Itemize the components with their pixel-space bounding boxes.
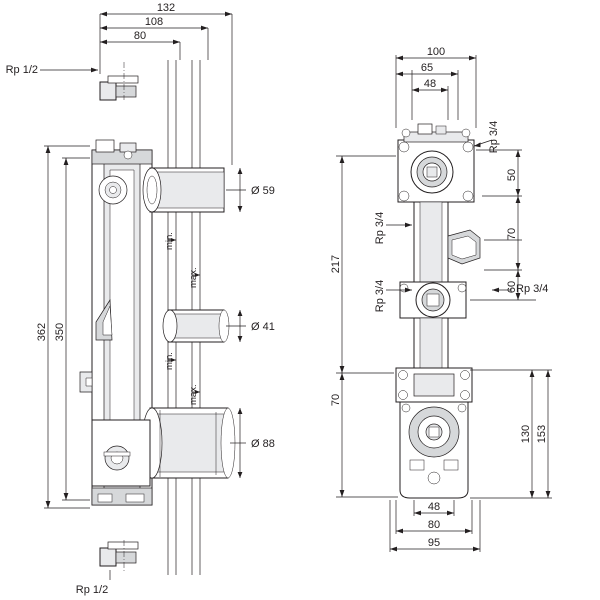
dim-350: 350 [54, 322, 66, 342]
dim-48: 48 [423, 78, 437, 90]
label-rp34-right-1: Rp 3/4 [488, 120, 500, 154]
dim-d41: Ø 41 [251, 321, 275, 333]
second-valve [400, 282, 466, 318]
dim-130: 130 [520, 424, 532, 444]
dim-132: 132 [156, 2, 176, 14]
middle-outlet [163, 310, 229, 342]
dim-60: 60 [506, 280, 518, 294]
top-connector [100, 62, 138, 100]
left-view-vertical-dimensions [44, 146, 90, 508]
label-rp34-left-2: Rp 3/4 [374, 279, 386, 313]
rp12-top-leader [40, 68, 98, 73]
dim-362: 362 [36, 322, 48, 342]
label-rp12-top: Rp 1/2 [5, 64, 38, 76]
bottom-round-body [400, 402, 468, 498]
dim-108: 108 [144, 16, 164, 28]
dim-95: 95 [427, 537, 441, 549]
dim-80: 80 [133, 30, 147, 42]
label-rp34-left-1: Rp 3/4 [374, 211, 386, 245]
label-max-1: max. [188, 267, 199, 288]
dim-80: 80 [427, 519, 441, 531]
label-rp34-right-2: Rp 3/4 [516, 283, 549, 295]
dim-d59: Ø 59 [251, 185, 275, 197]
label-rp12-bottom: Rp 1/2 [75, 584, 109, 596]
dim-48-bottom: 48 [427, 501, 441, 513]
left-view [6, 2, 275, 596]
dim-217: 217 [330, 254, 342, 274]
dim-d88: Ø 88 [251, 438, 275, 450]
bottom-flange [396, 368, 472, 402]
lower-cylinder [92, 408, 235, 486]
dim-100: 100 [426, 46, 446, 58]
dim-50: 50 [506, 168, 518, 182]
lower-column [414, 318, 448, 370]
dim-70-left: 70 [330, 393, 342, 407]
label-min-2: min. [164, 352, 175, 370]
right-view-right-dimensions [470, 150, 552, 498]
dim-70-right: 70 [506, 227, 518, 241]
upper-block [398, 124, 474, 202]
dim-153: 153 [536, 424, 548, 444]
label-min-1: min. [164, 232, 175, 250]
right-view [330, 46, 552, 552]
right-view-top-dimensions [396, 55, 476, 128]
label-max-2: max. [188, 384, 199, 405]
right-view-left-dimensions [336, 156, 398, 497]
dim-65: 65 [420, 62, 434, 74]
bottom-connector [100, 540, 138, 572]
